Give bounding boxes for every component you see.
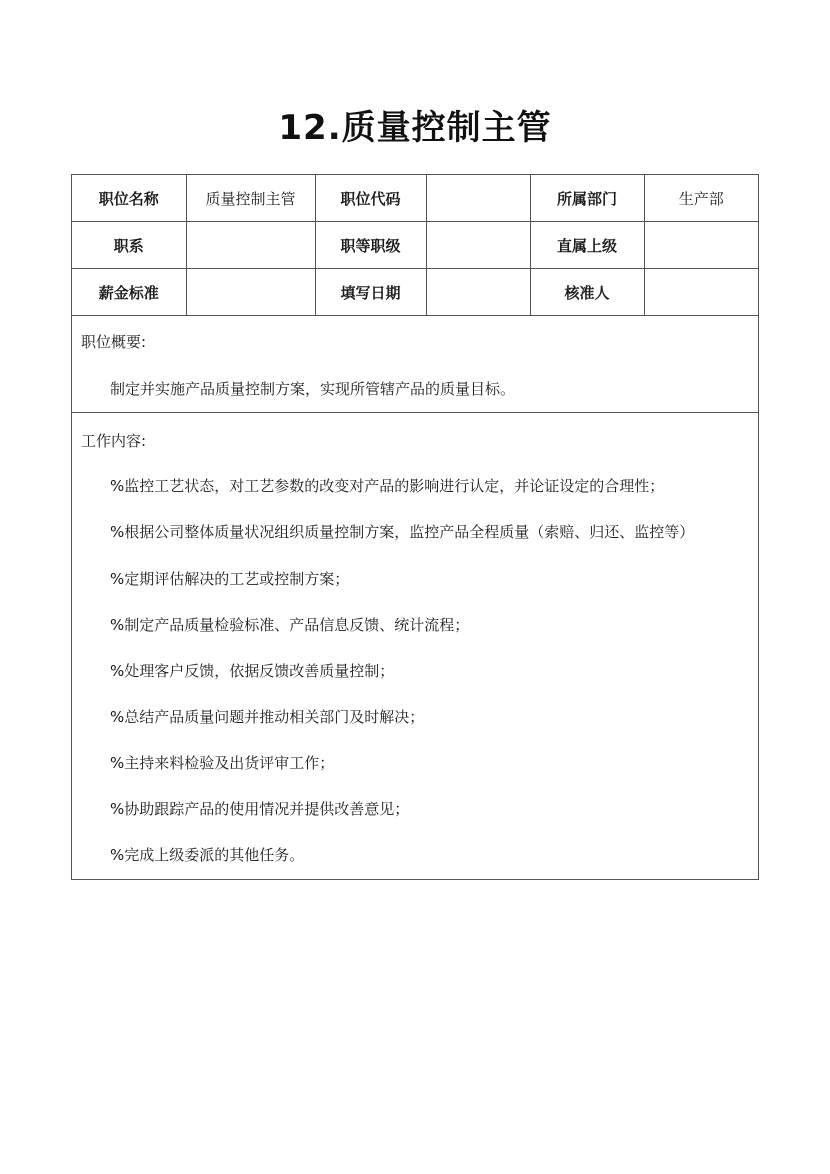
duty-item: %完成上级委派的其他任务。 [110, 846, 305, 864]
label-cell: 直属上级 [530, 222, 644, 269]
duty-item: %根据公司整体质量状况组织质量控制方案，监控产品全程质量（索赔、归还、监控等） [110, 523, 695, 541]
value-cell [426, 222, 530, 269]
value-cell: 质量控制主管 [186, 175, 315, 222]
info-row [72, 222, 758, 269]
info-grid [72, 175, 758, 316]
value-cell [186, 269, 315, 316]
duties-section [72, 413, 758, 879]
label-cell: 所属部门 [530, 175, 644, 222]
label-cell: 职位代码 [315, 175, 426, 222]
label-cell: 填写日期 [315, 269, 426, 316]
value-cell [426, 269, 530, 316]
label-cell: 薪金标准 [72, 269, 186, 316]
value-cell [644, 222, 758, 269]
page-title: 12.质量控制主管 [278, 108, 552, 148]
info-row [72, 175, 758, 222]
summary-heading: 职位概要: [81, 333, 147, 351]
label-cell: 职等职级 [315, 222, 426, 269]
summary-text: 制定并实施产品质量控制方案，实现所管辖产品的质量目标。 [110, 380, 516, 398]
duties-heading: 工作内容: [81, 432, 147, 450]
duty-item: %协助跟踪产品的使用情况并提供改善意见； [110, 800, 410, 818]
job-description-table [71, 174, 759, 880]
duty-item: %总结产品质量问题并推动相关部门及时解决； [110, 708, 425, 726]
label-cell: 职位名称 [72, 175, 186, 222]
duty-item: %处理客户反馈，依据反馈改善质量控制； [110, 662, 395, 680]
info-row [72, 269, 758, 316]
duty-item: %监控工艺状态，对工艺参数的改变对产品的影响进行认定，并论证设定的合理性； [110, 477, 665, 495]
summary-section [72, 316, 758, 413]
label-cell: 核准人 [530, 269, 644, 316]
value-cell [186, 222, 315, 269]
duty-item: %定期评估解决的工艺或控制方案； [110, 570, 350, 588]
duty-item: %制定产品质量检验标准、产品信息反馈、统计流程； [110, 616, 470, 634]
label-cell: 职系 [72, 222, 186, 269]
value-cell [426, 175, 530, 222]
value-cell [644, 269, 758, 316]
value-cell: 生产部 [644, 175, 758, 222]
duty-item: %主持来料检验及出货评审工作； [110, 754, 335, 772]
